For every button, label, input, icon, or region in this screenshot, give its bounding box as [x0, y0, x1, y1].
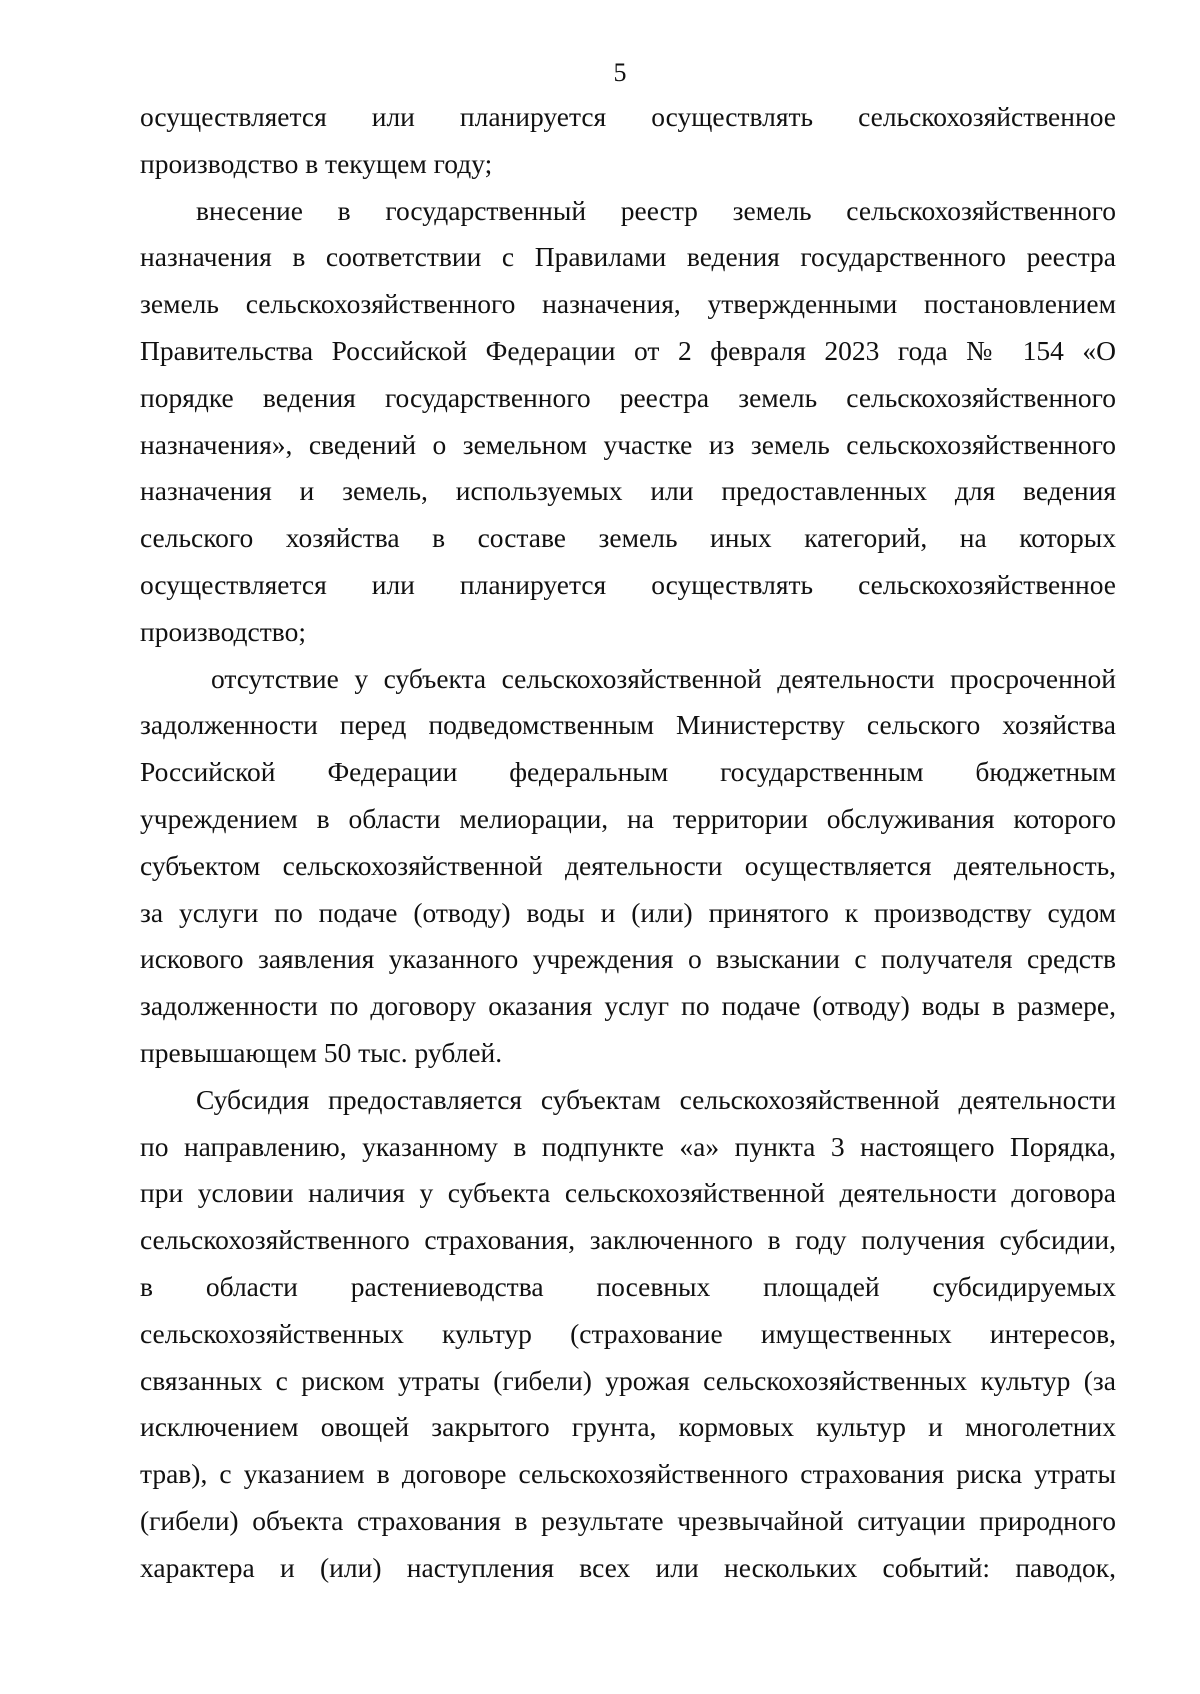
text-line: сельского хозяйства в составе земель иных категорий, на которых	[140, 522, 1116, 554]
text-line: характера и (или) наступления всех или нескольких событий: паводок,	[140, 1551, 1116, 1583]
text-line: при условии наличия у субъекта сельскохозяйственной деятельности договора	[140, 1177, 1116, 1209]
text-line: осуществляется или планируется осуществлять сельскохозяйственное	[140, 101, 1116, 132]
text-line: назначения и земель, используемых или предоставленных для ведения	[140, 475, 1116, 507]
text-line: (гибели) объекта страхования в результате чрезвычайной ситуации природного	[140, 1504, 1116, 1536]
text-line: сельскохозяйственных культур (страхование имущественных интересов,	[140, 1317, 1116, 1349]
document-body	[140, 94, 1116, 1592]
text-line: учреждением в области мелиорации, на территории обслуживания которого	[140, 802, 1116, 834]
text-line: субъектом сельскохозяйственной деятельности осуществляется деятельность,	[140, 849, 1116, 881]
text-line: Российской Федерации федеральным государственным бюджетным	[140, 756, 1116, 788]
text-line: назначения в соответствии с Правилами ведения государственного реестра	[140, 241, 1116, 273]
text-line: задолженности перед подведомственным Министерству сельского хозяйства	[140, 709, 1116, 741]
text-line: производство;	[140, 615, 306, 647]
text-line: Субсидия предоставляется субъектам сельскохозяйственной деятельности	[196, 1083, 1116, 1115]
paragraph-debt	[140, 656, 1116, 1077]
text-line: задолженности по договору оказания услуг по подаче (отводу) воды в размере,	[140, 990, 1116, 1022]
text-line: трав), с указанием в договоре сельскохозяйственного страхования риска утраты	[140, 1458, 1116, 1490]
text-line: внесение в государственный реестр земель сельскохозяйственного	[196, 194, 1116, 226]
text-line: сельскохозяйственного страхования, заключенного в году получения субсидии,	[140, 1224, 1116, 1256]
paragraph-subsidy	[140, 1077, 1116, 1592]
text-line: отсутствие у субъекта сельскохозяйственной деятельности просроченной	[211, 662, 1116, 694]
text-line: связанных с риском утраты (гибели) урожая сельскохозяйственных культур (за	[140, 1364, 1116, 1396]
paragraph-registry	[140, 188, 1116, 656]
text-line: земель сельскохозяйственного назначения, утвержденными постановлением	[140, 288, 1116, 320]
text-line: в области растениеводства посевных площадей субсидируемых	[140, 1270, 1116, 1302]
text-line: порядке ведения государственного реестра земель сельскохозяйственного	[140, 381, 1116, 413]
text-line: Правительства Российской Федерации от 2 февраля 2023 года № 154 «О	[140, 334, 1116, 366]
text-line: осуществляется или планируется осуществлять сельскохозяйственное	[140, 568, 1116, 600]
page-number: 5	[613, 58, 627, 87]
text-line: назначения», сведений о земельном участке из земель сельскохозяйственного	[140, 428, 1116, 460]
text-line: искового заявления указанного учреждения о взыскании с получателя средств	[140, 943, 1116, 975]
text-line: исключением овощей закрытого грунта, кормовых культур и многолетних	[140, 1411, 1116, 1443]
text-line: за услуги по подаче (отводу) воды и (или) принятого к производству судом	[140, 896, 1116, 928]
text-line: по направлению, указанному в подпункте «а» пункта 3 настоящего Порядка,	[140, 1130, 1116, 1162]
paragraph-continuation	[140, 94, 1116, 188]
text-line: превышающем 50 тыс. рублей.	[140, 1036, 503, 1068]
text-line: производство в текущем году;	[140, 147, 493, 179]
